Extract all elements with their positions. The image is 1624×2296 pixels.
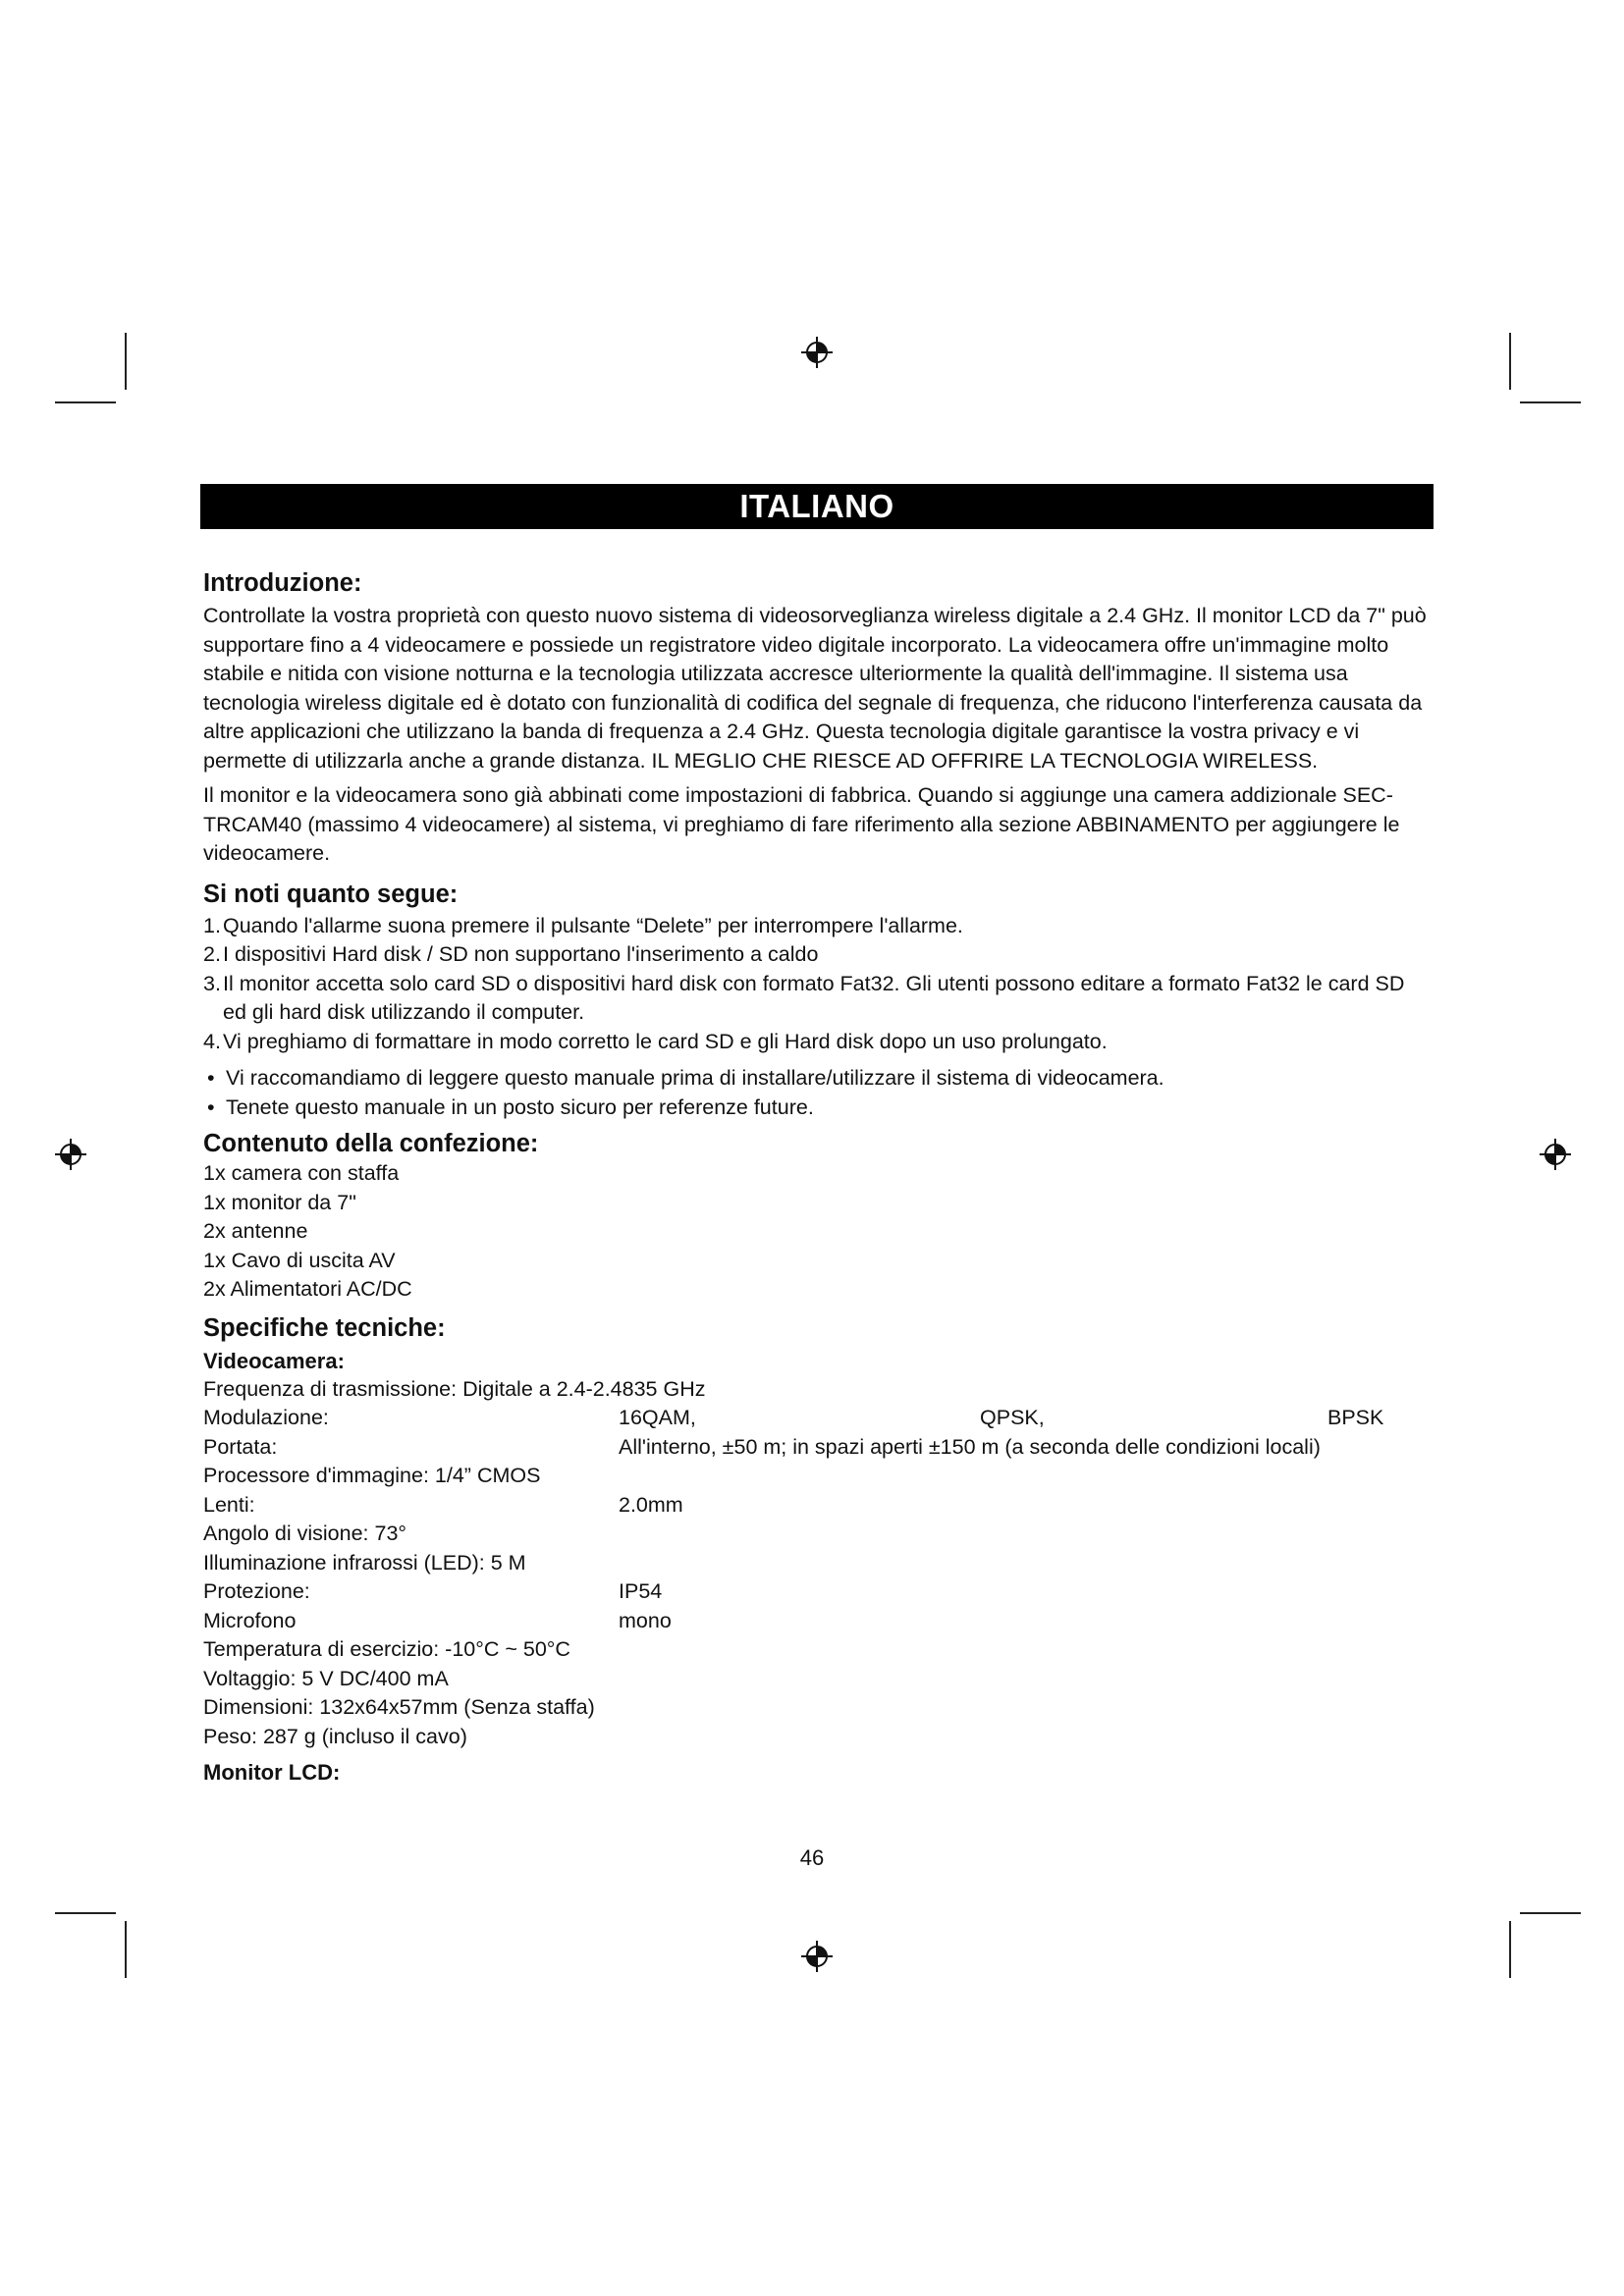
intro-paragraph-2: Il monitor e la videocamera sono già abbinati come impostazioni di fabbrica. Quando si aggiunge una camera addizionale SEC-TRCAM40 (massimo 4 videocamere) al sistema, vi preghiamo di fare riferimento alla sezione ABBINAMENTO per aggiungere le videocamere.	[203, 783, 1400, 865]
list-item-text: I dispositivi Hard disk / SD non supportano l'inserimento a caldo	[223, 942, 819, 966]
spec-modulation	[203, 1404, 1431, 1433]
list-item-text: Tenete questo manuale in un posto sicuro per referenze future.	[226, 1095, 814, 1119]
spec-value: BPSK	[1327, 1406, 1384, 1429]
list-item-text: Quando l'allarme suona premere il pulsante “Delete” per interrompere l'allarme.	[223, 913, 963, 937]
language-header: ITALIANO	[200, 484, 1434, 529]
spec-voltage: Voltaggio: 5 V DC/400 mA	[203, 1666, 449, 1690]
spec-ir-illumination: Illuminazione infrarossi (LED): 5 M	[203, 1550, 526, 1575]
spec-weight: Peso: 287 g (incluso il cavo)	[203, 1724, 467, 1748]
page-number: 46	[799, 1845, 825, 1870]
spec-value: 2.0mm	[619, 1492, 683, 1517]
bullet-icon: •	[207, 1066, 215, 1090]
list-item: 1x monitor da 7"	[203, 1190, 356, 1214]
crop-mark-bottom-right-v	[1509, 1921, 1511, 1978]
intro-paragraph-1: Controllate la vostra proprietà con questo nuovo sistema di videosorveglianza wireless digitale a 2.4 GHz. Il monitor LCD da 7" può supportare fino a 4 videocamere e possiede un registratore video digitale incorporato. La videocamera offre un'immagine molto stabile e nitida con visione notturna e la tecnologia utilizzata accresce ulteriormente la qualità dell'immagine. Il sistema usa tecnologia wireless digitale ed è dotato con funzionalità di codifica del segnale di frequenza, che riducono l'interferenza causata da altre applicazioni che utilizzano la banda di frequenza a 2.4 GHz. Questa tecnologia digitale garantisce la vostra privacy e vi permette di utilizzarla anche a grande distanza. IL MEGLIO CHE RIESCE AD OFFRIRE LA TECNOLOGIA WIRELESS.	[203, 604, 1427, 773]
notes-heading: Si noti quanto segue:	[203, 880, 459, 908]
list-item	[203, 1064, 1431, 1094]
notes-numbered-list	[203, 912, 1431, 1057]
spec-view-angle: Angolo di visione: 73°	[203, 1522, 407, 1545]
crop-mark-bottom-right-h	[1520, 1912, 1581, 1914]
spec-protection	[203, 1577, 1431, 1607]
list-item: 1x Cavo di uscita AV	[203, 1248, 396, 1272]
spec-frequency: Frequenza di trasmissione: Digitale a 2.4-2.4835 GHz	[203, 1376, 706, 1401]
crop-mark-bottom-left-h	[55, 1912, 116, 1914]
registration-mark-icon	[54, 1138, 87, 1171]
list-item: 2x antenne	[203, 1219, 308, 1243]
list-item-text: Vi preghiamo di formattare in modo corretto le card SD e gli Hard disk dopo un uso prolungato.	[223, 1029, 1108, 1053]
spec-label: Portata:	[203, 1434, 278, 1459]
list-item: 1x camera con staffa	[203, 1161, 400, 1185]
spec-label: Modulazione:	[203, 1406, 329, 1429]
spec-image-processor: Processore d'immagine: 1/4” CMOS	[203, 1464, 541, 1487]
spec-dimensions: Dimensioni: 132x64x57mm (Senza staffa)	[203, 1695, 595, 1719]
list-item	[203, 970, 1431, 1028]
spec-temperature: Temperatura di esercizio: -10°C ~ 50°C	[203, 1637, 570, 1661]
bullet-icon: •	[207, 1095, 215, 1119]
crop-mark-top-left-h	[55, 401, 116, 403]
spec-label: Protezione:	[203, 1579, 310, 1603]
spec-lens	[203, 1491, 1431, 1521]
list-number: 3.	[203, 971, 221, 995]
list-item	[203, 940, 1431, 970]
package-list	[203, 1159, 1431, 1305]
specs-heading: Specifiche tecniche:	[203, 1313, 446, 1342]
list-item-text: Vi raccomandiamo di leggere questo manuale prima di installare/utilizzare il sistema di videocamera.	[226, 1066, 1164, 1090]
list-item: 2x Alimentatori AC/DC	[203, 1277, 412, 1301]
crop-mark-top-right-v	[1509, 333, 1511, 390]
crop-mark-bottom-left-v	[125, 1921, 127, 1978]
registration-mark-icon	[800, 336, 834, 369]
list-number: 1.	[203, 913, 221, 937]
spec-value: QPSK,	[980, 1406, 1045, 1429]
registration-mark-icon	[800, 1940, 834, 1973]
list-number: 2.	[203, 942, 221, 966]
spec-value: mono	[619, 1608, 672, 1632]
camera-specs	[203, 1375, 1431, 1752]
intro-heading: Introduzione:	[203, 569, 362, 597]
monitor-specs-heading: Monitor LCD:	[203, 1760, 341, 1785]
list-item	[203, 1094, 1431, 1123]
spec-value: 16QAM,	[619, 1406, 696, 1429]
list-item	[203, 912, 1431, 941]
spec-label: Microfono	[203, 1608, 297, 1632]
camera-specs-heading: Videocamera:	[203, 1348, 345, 1373]
list-number: 4.	[203, 1029, 221, 1053]
registration-mark-icon	[1539, 1138, 1572, 1171]
crop-mark-top-left-v	[125, 333, 127, 390]
crop-mark-top-right-h	[1520, 401, 1581, 403]
list-item	[203, 1028, 1431, 1057]
page-content	[203, 567, 1431, 1787]
spec-value: All'interno, ±50 m; in spazi aperti ±150 m (a seconda delle condizioni locali)	[619, 1434, 1321, 1459]
notes-bullet-list	[203, 1064, 1431, 1122]
spec-microphone	[203, 1607, 1431, 1636]
list-item-text: Il monitor accetta solo card SD o dispositivi hard disk con formato Fat32. Gli utenti possono editare a formato Fat32 le card SD ed gli hard disk utilizzando il computer.	[223, 971, 1405, 1024]
package-heading: Contenuto della confezione:	[203, 1130, 539, 1157]
spec-value: IP54	[619, 1579, 663, 1603]
spec-range	[203, 1433, 1431, 1463]
spec-label: Lenti:	[203, 1492, 255, 1517]
